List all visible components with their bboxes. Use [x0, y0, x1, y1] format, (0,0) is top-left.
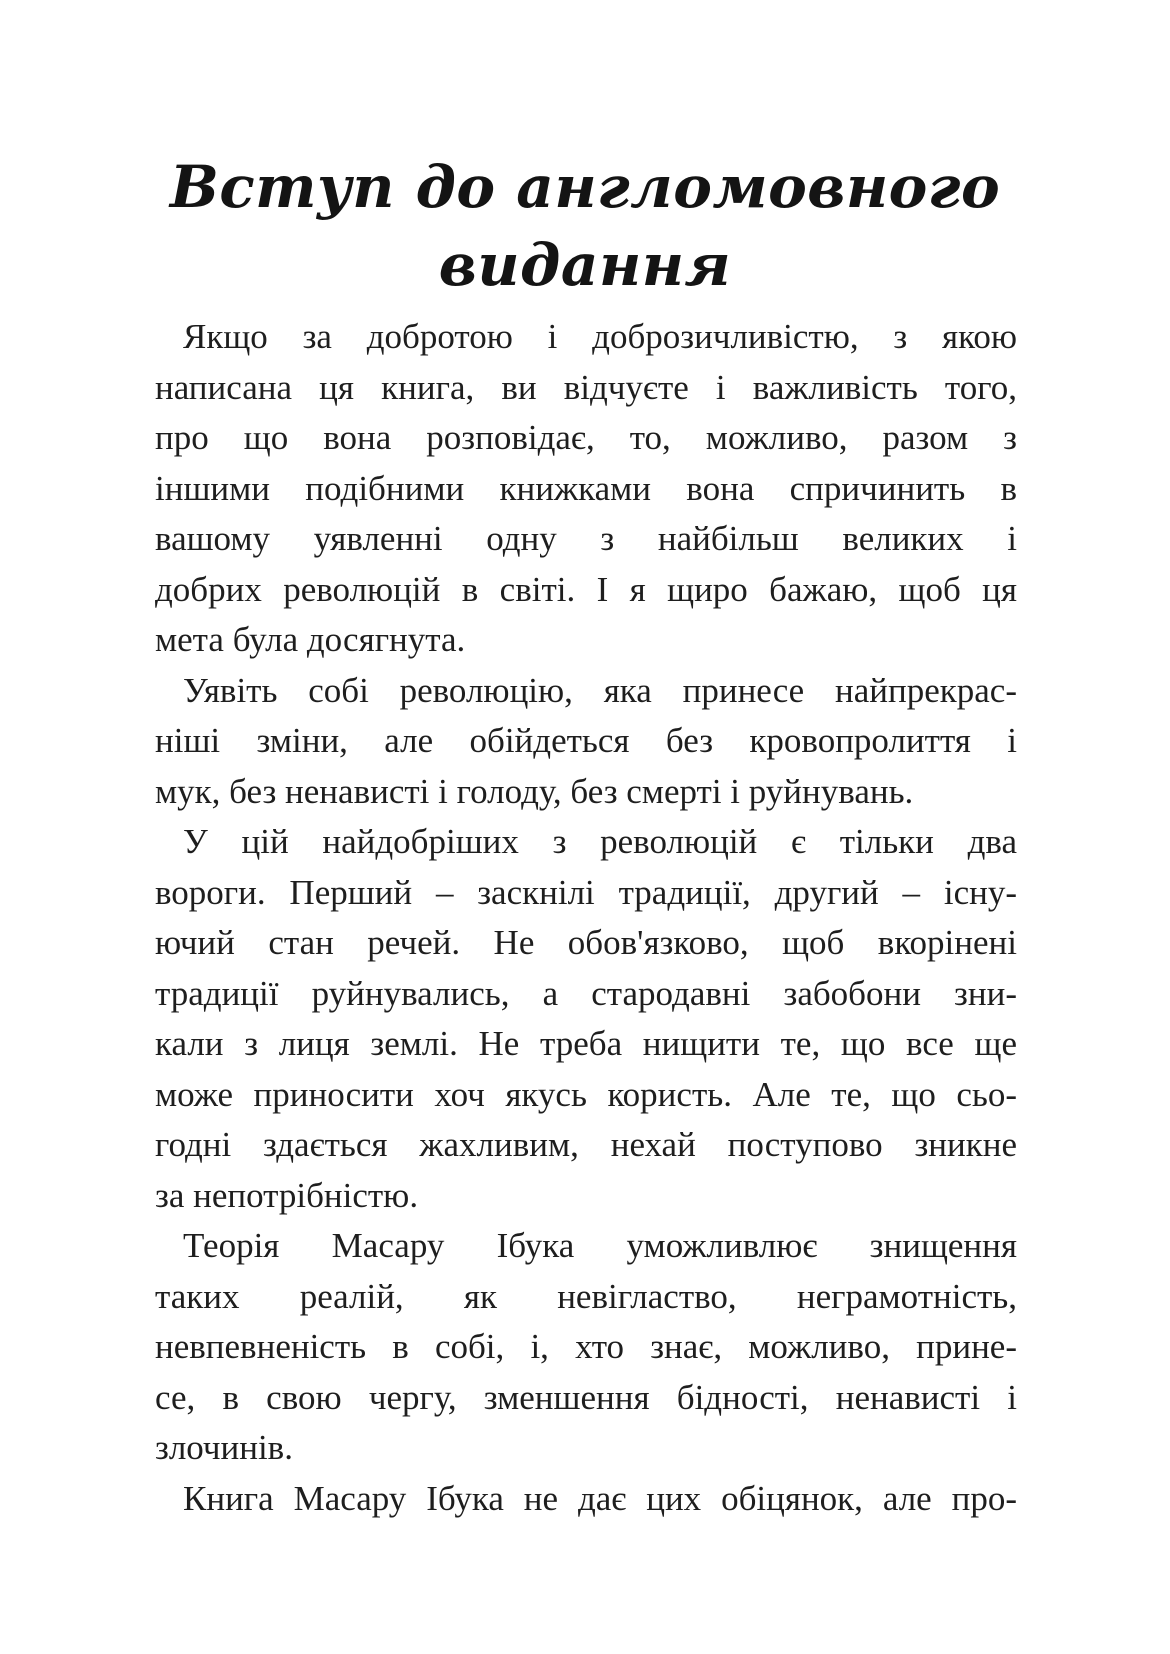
text-line: мета була досягнута. — [155, 620, 466, 659]
body-text — [155, 312, 1017, 1524]
text-line: Уявіть собі революцію, яка принесе найпрекрас- — [183, 670, 1017, 710]
text-line: годні здається жахливим, нехай поступово зникне — [155, 1125, 1017, 1164]
text-line: вороги. Перший – заскнілі традиції, другий – існу- — [155, 872, 1017, 912]
text-line: кали з лиця землі. Не треба нищити те, що все ще — [155, 1024, 1017, 1063]
text-line: злочинів. — [155, 1428, 293, 1467]
text-line: мук, без ненависті і голоду, без смерті і руйнувань. — [155, 771, 914, 811]
text-line: Якщо за добротою і доброзичливістю, з якою — [183, 317, 1017, 356]
text-line: ніші зміни, але обійдеться без кровопролиття і — [155, 721, 1017, 760]
text-line: се, в свою чергу, зменшення бідності, ненависті і — [155, 1377, 1017, 1417]
text-line: добрих революцій в світі. І я щиро бажаю, щоб ця — [155, 569, 1017, 609]
text-line: Теорія Масару Ібука уможливлює знищення — [183, 1226, 1017, 1265]
paragraph-4 — [155, 1221, 1017, 1474]
page-title — [0, 148, 1170, 304]
paragraph-3 — [155, 817, 1017, 1221]
paragraph-2 — [155, 666, 1017, 818]
title-line-2: видання — [438, 231, 732, 299]
text-line: про що вона розповідає, то, можливо, разом з — [155, 418, 1017, 457]
text-line: може приносити хоч якусь користь. Але те, що сьо- — [155, 1074, 1017, 1114]
text-line: таких реалій, як невігластво, неграмотність, — [155, 1276, 1017, 1316]
text-line: за непотрібністю. — [155, 1175, 419, 1215]
text-line: іншими подібними книжками вона спричинить в — [155, 468, 1017, 508]
text-line: традиції руйнувались, а стародавні забобони зни- — [155, 973, 1017, 1013]
text-line: невпевненість в собі, і, хто знає, можливо, прине- — [155, 1327, 1017, 1366]
paragraph-1 — [155, 312, 1017, 666]
text-line: ючий стан речей. Не обов'язково, щоб вкорінені — [155, 923, 1017, 962]
text-line: написана ця книга, ви відчуєте і важливість того, — [155, 367, 1017, 407]
text-line: вашому уявленні одну з найбільш великих і — [155, 519, 1017, 558]
text-line: У цій найдобріших з революцій є тільки два — [183, 822, 1017, 861]
text-line: Книга Масару Ібука не дає цих обіцянок, але про- — [183, 1478, 1017, 1518]
title-line-1: Вступ до англомовного — [169, 153, 1001, 221]
paragraph-5 — [155, 1474, 1017, 1525]
